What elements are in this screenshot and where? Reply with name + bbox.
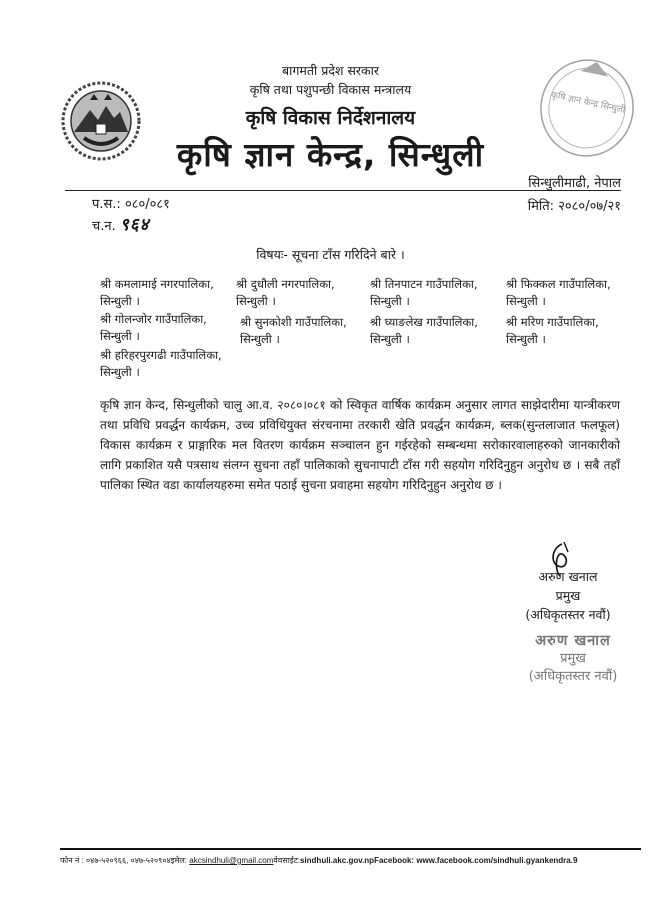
recipient-item xyxy=(236,276,335,310)
name-stamp xyxy=(508,632,638,686)
recipient-item xyxy=(100,347,222,381)
recipient-name: श्री घ्याङलेख गाउँपालिका, xyxy=(370,315,478,329)
directorate-heading: कृषि विकास निर्देशनालय xyxy=(245,107,416,129)
dispatch-number-label: च.न. xyxy=(92,219,116,234)
date-value: २०८०/०७/२१ xyxy=(558,199,621,214)
footer-facebook-link[interactable]: www.facebook.com/sindhuli.gyankendra.9 xyxy=(416,856,578,865)
recipient-name: श्री फिक्कल गाउँपालिका, xyxy=(506,277,611,291)
letter-number-value: ०८०/०८१ xyxy=(124,197,170,212)
recipient-item xyxy=(370,276,478,310)
letter-subject: विषयः- सूचना टाँस गरिदिने बारे । xyxy=(256,247,405,262)
svg-text:कृषि ज्ञान केन्द्र सिन्धुली: कृषि ज्ञान केन्द्र सिन्धुली xyxy=(550,90,626,116)
recipient-name: श्री तिनपाटन गाउँपालिका, xyxy=(370,277,478,291)
recipient-item xyxy=(370,314,478,348)
dispatch-number xyxy=(92,212,149,235)
footer-email-link[interactable]: akcsindhuli@gmail.com xyxy=(189,856,274,865)
recipient-name: श्री हरिहरपुरगढी गाउँपालिका, xyxy=(100,348,222,362)
office-heading: कृषि ज्ञान केन्द्र, सिन्धुली xyxy=(176,135,485,174)
stamp-title: प्रमुख xyxy=(560,651,586,666)
ministry-heading: कृषि तथा पशुपन्छी विकास मन्त्रालय xyxy=(249,82,412,97)
footer-contact xyxy=(60,855,577,866)
date-label: मिति: xyxy=(527,199,555,214)
signatory-rank: (अधिकृतस्तर नवौं) xyxy=(525,607,611,622)
footer-facebook-label: Facebook: xyxy=(374,856,415,865)
recipient-name: श्री मरिण गाउँपालिका, xyxy=(506,315,599,329)
letter-number xyxy=(92,194,170,212)
signatory-name: अरुण खनाल xyxy=(538,569,598,584)
footer-email-label: इमेल: xyxy=(170,856,188,865)
letter-body: कृषि ज्ञान केन्द, सिन्धुलीको चालु आ.व. २०८०।०८१ को स्विकृत वार्षिक कार्यक्रम अनुसार लागत साझेदारीमा यान्त्रीकरण तथा प्रविधि प्रवर्द्धन कार्यक्रम, उच्च प्रविधियुक्त संरचनामा तरकारी खेति प्रवर्द्धन कार्यक्रम, ब्लक(सुन्तलाजात फलफूल) विकास कार्यक्रम र प्राङ्गारिक मल वितरण कार्यक्रम सञ्चालन हुन गईरहेको सम्बन्धमा सरोकारवालाहरुको जानकारीको लागि प्रकाशित यसै पत्रसाथ संलग्न सुचना तहाँ पालिकाको सुचनापाटी टाँस गरी सहयोग गरिदिनुहुन अनुरोध छ । सबै तहाँ पालिका स्थित वडा कार्यालयहरुमा समेत पठाई सुचना प्रवाहमा सहयोग गरिदिनुहुन अनुरोध छ । xyxy=(100,398,620,492)
recipient-district: सिन्धुली । xyxy=(236,294,276,308)
footer-phone: फोन नं : ०४७-५२०९६६, ०४७-५२०९०४ xyxy=(60,856,171,865)
recipient-district: सिन्धुली । xyxy=(506,332,546,346)
stamp-rank: (अधिकृतस्तर नवौं) xyxy=(528,669,618,684)
footer-divider xyxy=(60,848,641,850)
recipient-district: सिन्धुली । xyxy=(100,365,140,379)
recipient-district: सिन्धुली । xyxy=(240,332,280,346)
office-seal-stamp xyxy=(535,53,640,163)
letter-number-label: प.स.: xyxy=(92,197,121,212)
recipient-district: सिन्धुली । xyxy=(370,294,410,308)
signatory-title: प्रमुख xyxy=(555,588,581,603)
recipient-name: श्री सुनकोशी गाउँपालिका, xyxy=(240,315,347,329)
footer-website-label: वेवसाईट: xyxy=(273,856,300,865)
recipient-name: श्री कमलामाई नगरपालिका, xyxy=(100,277,214,291)
recipient-district: सिन्धुली । xyxy=(506,294,546,308)
recipient-district: सिन्धुली । xyxy=(370,332,410,346)
recipient-item xyxy=(100,311,207,345)
recipient-item xyxy=(100,276,214,310)
recipient-district: सिन्धुली । xyxy=(100,329,140,343)
stamp-name: अरुण खनाल xyxy=(535,633,611,649)
dispatch-number-value: ९६४ xyxy=(119,215,150,235)
recipient-name: श्री दुधौली नगरपालिका, xyxy=(236,277,335,291)
recipient-item xyxy=(506,276,611,310)
header-divider xyxy=(65,190,621,191)
office-location: सिन्धुलीमाढी, नेपाल xyxy=(528,176,621,191)
letter-date xyxy=(528,196,621,214)
province-heading: बागमती प्रदेश सरकार xyxy=(282,63,379,78)
signatory-block xyxy=(508,567,628,624)
recipient-item xyxy=(240,314,347,348)
recipient-name: श्री गोलन्जोर गाउँपालिका, xyxy=(100,312,207,326)
recipient-item xyxy=(506,314,599,348)
recipient-district: सिन्धुली । xyxy=(100,294,140,308)
footer-website-link[interactable]: sindhuli.akc.gov.np xyxy=(299,856,375,865)
